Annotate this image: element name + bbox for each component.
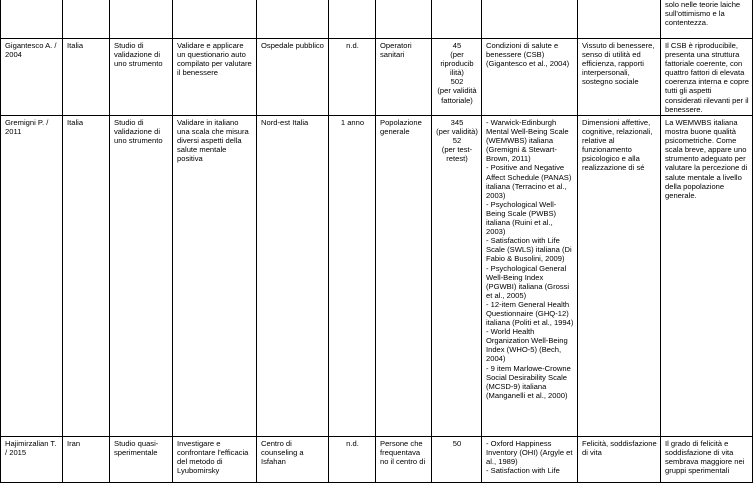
- cell-findings: Il CSB è riproducibile, presenta una struttura fattoriale coerente, con quattro fattori di elevata coerenza interna e copre tutti gli aspetti considerati rilevanti per il benessere.: [661, 39, 753, 116]
- cell-setting: Centro di counseling a Isfahan: [257, 437, 329, 483]
- cell-sample: 50: [432, 437, 482, 483]
- cell-purpose: Investigare e confrontare l'efficacia del metodo di Lyubomirsky: [173, 437, 257, 483]
- cell-design: [110, 0, 173, 39]
- cell-findings: Il grado di felicità e soddisfazione di vita sembrava maggiore nei gruppi sperimentali: [661, 437, 753, 483]
- cell-sample: [432, 0, 482, 39]
- cell-sample: 45 (per riproducib ilità) 502 (per validità fattoriale): [432, 39, 482, 116]
- cell-country: Iran: [63, 437, 110, 483]
- cell-tools: [482, 0, 578, 39]
- cell-findings: La WEMWBS italiana mostra buone qualità psicometriche. Come scala breve, appare uno strumento adeguato per valutare la percezione di salute mentale a livello della popolazione generale.: [661, 116, 753, 437]
- cell-author: Gigantesco A. / 2004: [1, 39, 63, 116]
- cell-author: Gremigni P. / 2011: [1, 116, 63, 437]
- cell-duration: n.d.: [329, 437, 376, 483]
- cell-dimensions: Dimensioni affettive, cognitive, relazionali, relative al funzionamento psicologico e alla realizzazione di sé: [578, 116, 661, 437]
- cell-design: Studio di validazione di uno strumento: [110, 39, 173, 116]
- cell-duration: n.d.: [329, 39, 376, 116]
- cell-country: Italia: [63, 116, 110, 437]
- cell-design: Studio di validazione di uno strumento: [110, 116, 173, 437]
- cell-purpose: Validare e applicare un questionario auto compilato per valutare il benessere: [173, 39, 257, 116]
- cell-population: Popolazione generale: [376, 116, 432, 437]
- cell-sample: 345 (per validità) 52 (per test-retest): [432, 116, 482, 437]
- cell-setting: Nord-est Italia: [257, 116, 329, 437]
- cell-population: Operatori sanitari: [376, 39, 432, 116]
- cell-dimensions: [578, 0, 661, 39]
- cell-author: Hajimirzalian T. / 2015: [1, 437, 63, 483]
- cell-population: [376, 0, 432, 39]
- cell-tools: - Oxford Happiness Inventory (OHI) (Argyle et al., 1989) - Satisfaction with Life: [482, 437, 578, 483]
- cell-purpose: Validare in italiano una scala che misura diversi aspetti della salute mentale positiva: [173, 116, 257, 437]
- table-row: [1, 437, 753, 483]
- cell-purpose: [173, 0, 257, 39]
- cell-tools: Condizioni di salute e benessere (CSB) (Gigantesco et al., 2004): [482, 39, 578, 116]
- cell-dimensions: Felicità, soddisfazione di vita: [578, 437, 661, 483]
- table-row-continued: [1, 0, 753, 39]
- cell-duration: [329, 0, 376, 39]
- cell-tools: - Warwick-Edinburgh Mental Well-Being Scale (WEMWBS) italiana (Gremigni & Stewart-Brown, 2011) - Positive and Negative Affect Schedule (PANAS) italiana (Terracino et al., 2003) - Psychological Well-Being Scale (PWBS) italiana (Ruini et al., 2003) - Satisfaction with Life Scale (SWLS) italiana (Di Fabio & Busolini, 2009) - Psychological General Well-Being Index (PGWBI) italiana (Grossi et al., 2005) - 12-item General Health Questionnaire (GHQ-12) italiana (Politi et al., 1994) - World Health Organization Well-Being Index (WHO-5) (Bech, 2004) - 9 item Marlowe-Crowne Social Desirability Scale (MCSD-9) italiana (Manganelli et al., 2000): [482, 116, 578, 437]
- cell-design: Studio quasi-sperimentale: [110, 437, 173, 483]
- cell-country: [63, 0, 110, 39]
- cell-dimensions: Vissuto di benessere, senso di utilità ed efficienza, rapporti interpersonali, sostegno sociale: [578, 39, 661, 116]
- cell-findings: solo nelle teorie laiche sull'ottimismo e la contentezza.: [661, 0, 753, 39]
- cell-country: Italia: [63, 39, 110, 116]
- cell-setting: Ospedale pubblico: [257, 39, 329, 116]
- cell-setting: [257, 0, 329, 39]
- table-row: [1, 116, 753, 437]
- table-row: [1, 39, 753, 116]
- cell-author: [1, 0, 63, 39]
- cell-population: Persone che frequentava no il centro di: [376, 437, 432, 483]
- cell-duration: 1 anno: [329, 116, 376, 437]
